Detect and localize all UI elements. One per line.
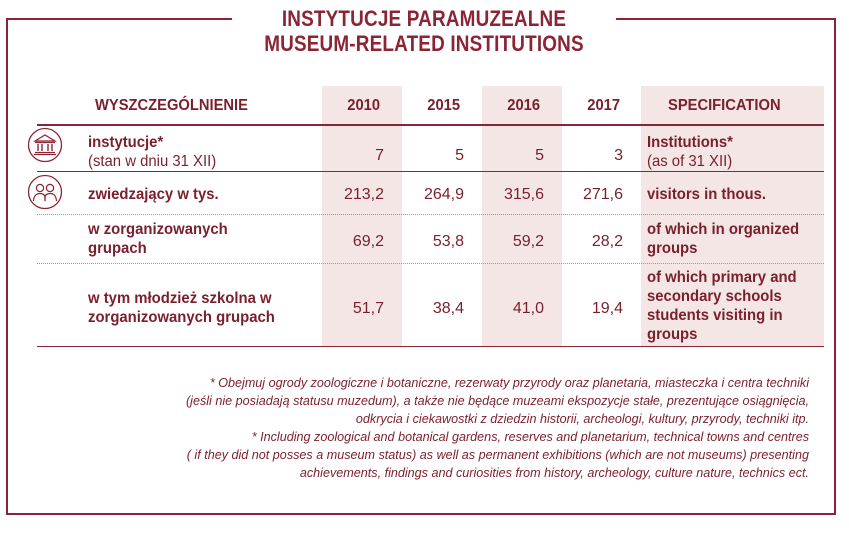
row-organized-2017: 28,2 [591, 233, 623, 250]
row-organized-spec [647, 220, 799, 258]
visitors-group-icon [27, 174, 63, 210]
row-institutions-2015: 5 [455, 147, 464, 164]
row-institutions-spec [647, 133, 733, 171]
row-visitors-2016: 315,6 [503, 186, 544, 203]
footnote-pl-line1: * Obejmuj ogrody zoologiczne i botaniczne, rezerwaty przyrody oraz planetaria, miasteczka i centra techniki [209, 376, 809, 390]
header-year-2010: 2010 [347, 97, 380, 114]
header-year-2017: 2017 [587, 97, 620, 114]
museum-building-icon [27, 127, 63, 163]
row-school-youth-label-line1: w tym młodzież szkolna w [88, 290, 272, 307]
row-organized-2015: 53,8 [432, 233, 464, 250]
header-year-2016: 2016 [507, 97, 540, 114]
row-school-youth-2010: 51,7 [352, 300, 384, 317]
row-school-youth-2015: 38,4 [432, 300, 464, 317]
row-school-youth-2016: 41,0 [512, 300, 544, 317]
row-school-youth-spec-line3: students visiting in [647, 307, 783, 324]
row-school-youth-spec-line2: secondary schools [647, 288, 782, 305]
row-institutions-spec-main: Institutions* [647, 134, 733, 151]
row-school-youth-label [88, 289, 275, 327]
footnote-en-line1: * Including zoological and botanical gardens, reserves and planetarium, technical towns and centres [251, 430, 809, 444]
header-specification: SPECIFICATION [668, 97, 781, 114]
row-organized-spec-line1: of which in organized [647, 221, 800, 238]
footnote [89, 374, 809, 482]
footnote-pl-line2: (jeśli nie posiadają statusu muzedum), a także nie będące muzeami ekspozycje stałe, prezentujące osiągnięcia, [185, 394, 809, 408]
footnote-pl-line3: odkrycia i ciekawostki z dziedzin historii, archeologi, kultury, przyrody, techniki itp. [355, 412, 809, 426]
row-institutions-label-sub: (stan w dniu 31 XII) [88, 153, 217, 170]
page-title [232, 6, 616, 60]
row-institutions-label-main: instytucje* [88, 134, 164, 151]
row-school-youth-2017: 19,4 [591, 300, 623, 317]
table-bottom-rule [37, 346, 824, 347]
header-year-2015: 2015 [427, 97, 460, 114]
title-polish: INSTYTUCJE PARAMUZEALNE [281, 6, 567, 31]
row-school-youth-spec-line4: groups [647, 326, 698, 343]
row-organized-2010: 69,2 [352, 233, 384, 250]
row-visitors-2017: 271,6 [582, 186, 623, 203]
row-organized-2016: 59,2 [512, 233, 544, 250]
row-institutions-spec-sub: (as of 31 XII) [647, 153, 733, 170]
row-organized-label-line1: w zorganizowanych [88, 221, 228, 238]
title-english: MUSEUM-RELATED INSTITUTIONS [264, 31, 584, 56]
row-visitors-spec: visitors in thous. [647, 186, 767, 203]
row-institutions-2010: 7 [375, 147, 384, 164]
header-label: WYSZCZEGÓLNIENIE [95, 97, 248, 114]
row-organized-spec-line2: groups [647, 240, 698, 257]
row-institutions-label [88, 133, 216, 171]
row-visitors-2015: 264,9 [423, 186, 464, 203]
footnote-en-line2: ( if they did not posses a museum status) as well as permanent exhibitions (which are not museums) presenting [186, 448, 809, 462]
row-school-youth-label-line2: zorganizowanych grupach [88, 309, 275, 326]
row-school-youth-spec [647, 268, 797, 344]
row-organized-label-line2: grupach [88, 240, 147, 257]
row-rule-2 [37, 214, 824, 215]
row-institutions-2017: 3 [614, 147, 623, 164]
row-visitors-label: zwiedzający w tys. [88, 186, 219, 203]
row-rule-1 [37, 171, 824, 172]
row-institutions-2016: 5 [535, 147, 544, 164]
row-school-youth-spec-line1: of which primary and [647, 269, 797, 286]
row-visitors-2010: 213,2 [343, 186, 384, 203]
row-rule-3 [37, 263, 824, 264]
row-organized-label [88, 220, 228, 258]
footnote-en-line3: achievements, findings and curiosities from history, archeology, culture nature, technics ect. [299, 466, 809, 480]
header-rule [37, 124, 824, 126]
